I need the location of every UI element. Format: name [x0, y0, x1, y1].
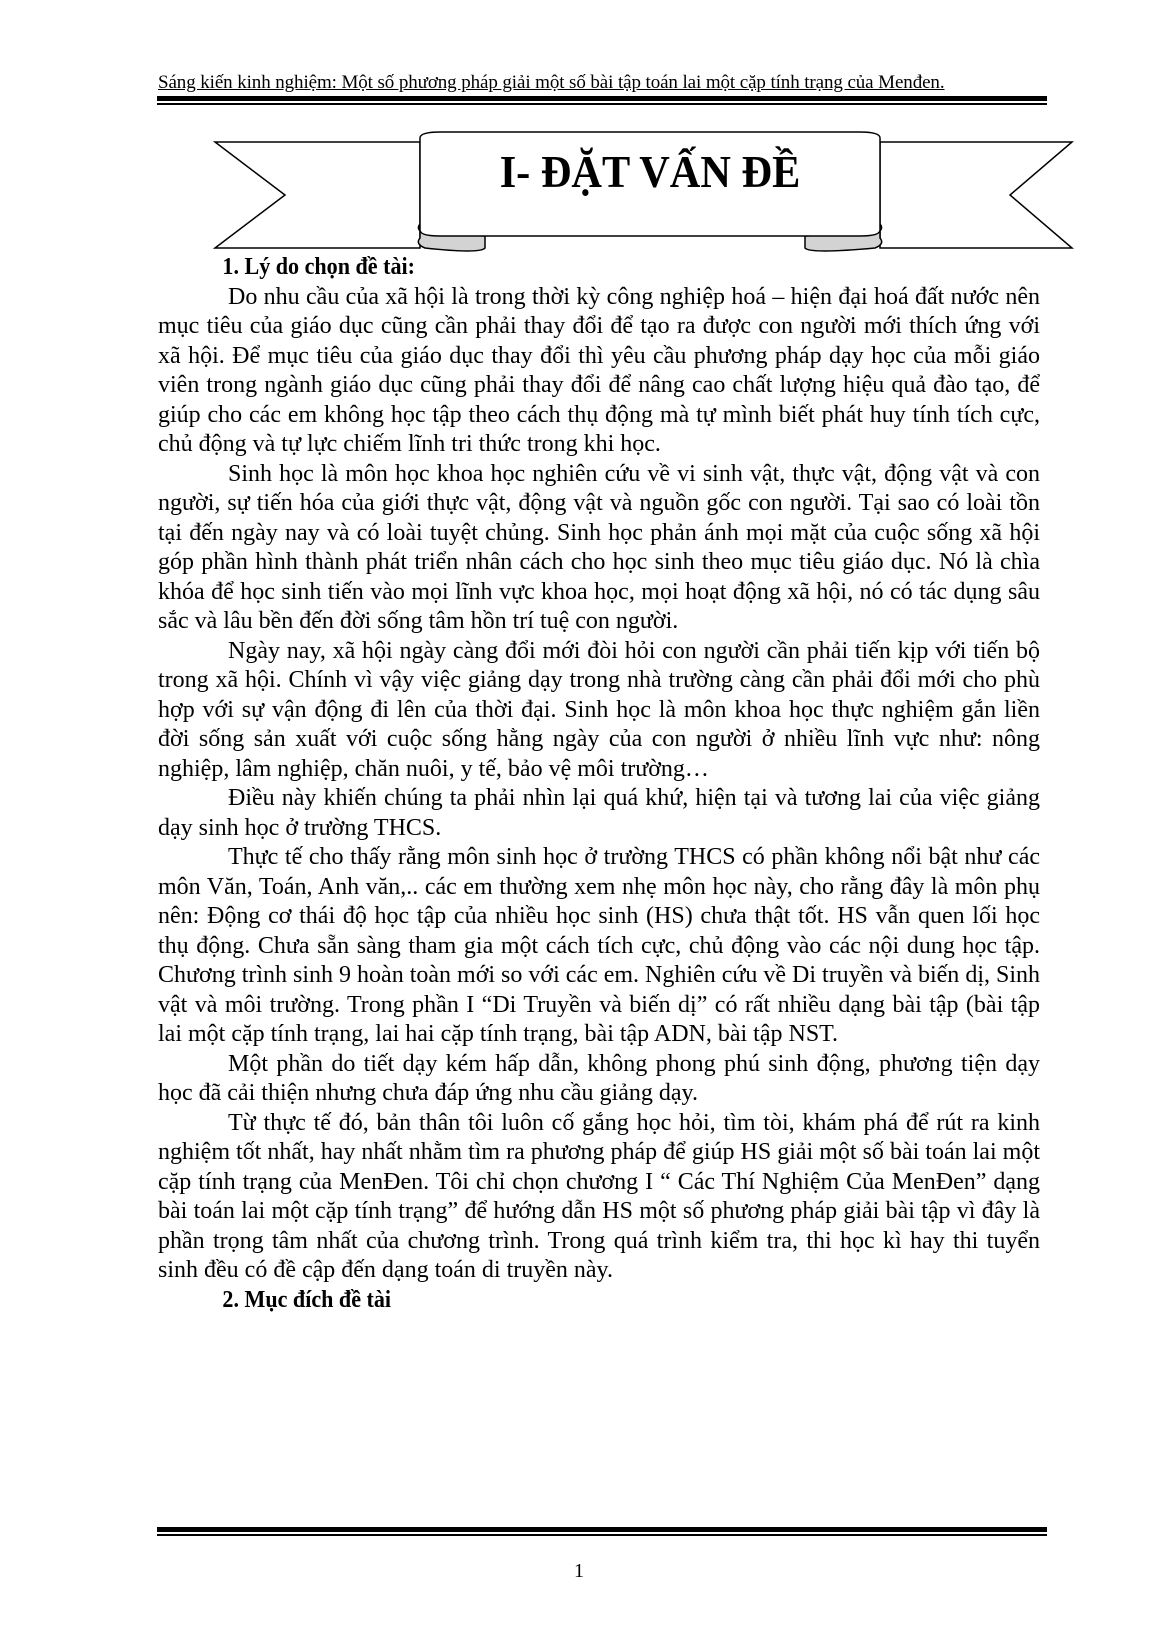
paragraph: Một phần do tiết dạy kém hấp dẫn, không phong phú sinh động, phương tiện dạy học đã cải thiện nhưng chưa đáp ứng nhu cầu giảng dạy. — [158, 1050, 1040, 1106]
paragraph: Sinh học là môn học khoa học nghiên cứu về vi sinh vật, thực vật, động vật và con người, sự tiến hóa của giới thực vật, động vật và nguồn gốc con người. Tại sao có loài tồn tại đến ngày nay và có loài tuyệt chủng. Sinh học phản ánh mọi mặt của cuộc sống xã hội góp phần hình thành phát triển nhân cách cho học sinh theo mục tiêu giáo dục. Nó là chìa khóa để học sinh tiến vào mọi lĩnh vực khoa học, mọi hoạt động xã hội, nó có tác dụng sâu sắc và lâu bền đến đời sống tâm hồn trí tuệ con người. — [158, 460, 1040, 634]
ribbon-right-tail — [880, 142, 1072, 248]
header-rule-thin — [157, 103, 1047, 105]
paragraph: Từ thực tế đó, bản thân tôi luôn cố gắng học hỏi, tìm tòi, khám phá để rút ra kinh nghiệm tốt nhất, hay nhất nhằm tìm ra phương pháp để giúp HS giải một số bài toán lai một cặp tính trạng của MenĐen. Tôi chỉ chọn chương I “ Các Thí Nghiệm Của MenĐen” dạng bài toán lai một cặp tính trạng” để hướng dẫn HS một số phương pháp giải bài tập vì đây là phần trọng tâm nhất của chương trình. Trong quá trình kiểm tra, thi học kì hay thi tuyển sinh đều có đề cập đến dạng toán di truyền này. — [158, 1109, 1040, 1283]
ribbon-left-tail — [215, 142, 420, 248]
section-1 — [158, 253, 1040, 1286]
section-heading: 2. Mục đích đề tài — [222, 1286, 392, 1313]
paragraph: Điều này khiến chúng ta phải nhìn lại quá khứ, hiện tại và tương lai của việc giảng dạy sinh học ở trường THCS. — [158, 785, 1040, 841]
footer-rule-thin — [157, 1534, 1047, 1536]
header-rule-thick — [157, 96, 1047, 101]
section-title: I- ĐẶT VẤN ĐỀ — [499, 146, 801, 197]
paragraph: Thực tế cho thấy rằng môn sinh học ở trường THCS có phần không nổi bật như các môn Văn, Toán, Anh văn,.. các em thường xem nhẹ môn học này, cho rằng đây là môn phụ nên: Động cơ thái độ học tập của nhiều học sinh (HS) chưa thật tốt. HS vẫn quen lối học thụ động. Chưa sẵn sàng tham gia một cách tích cực, chủ động vào các nội dung học tập. Chương trình sinh 9 hoàn toàn mới so với các em. Nghiên cứu về Di truyền và biến dị, Sinh vật và môi trường. Trong phần I “Di Truyền và biến dị” có rất nhiều dạng bài tập (bài tập lai một cặp tính trạng, lai hai cặp tính trạng, bài tập ADN, bài tập NST. — [158, 844, 1040, 1047]
section-banner — [210, 130, 1080, 260]
section-heading: 1. Lý do chọn đề tài: — [222, 254, 416, 280]
paragraph: Do nhu cầu của xã hội là trong thời kỳ công nghiệp hoá – hiện đại hoá đất nước nên mục tiêu của giáo dục cũng cần phải thay đổi để tạo ra được con người mới thích ứng với xã hội. Để mục tiêu của giáo dục thay đổi thì yêu cầu phương pháp dạy học của mỗi giáo viên trong ngành giáo dục cũng phải thay đổi để nâng cao chất lượng hiệu quả đào tạo, để giúp cho các em không học tập theo cách thụ động mà tự mình biết phát huy tính tích cực, chủ động và tự lực chiếm lĩnh tri thức trong khi học. — [158, 283, 1040, 457]
page-number: 1 — [574, 1560, 584, 1582]
document-body — [158, 253, 1040, 1315]
footer-rule-thick — [157, 1527, 1047, 1532]
running-header-title: Sáng kiến kinh nghiệm: Một số phương pháp giải một số bài tập toán lai một cặp tính trạng của Menđen. — [158, 72, 945, 93]
paragraph: Ngày nay, xã hội ngày càng đổi mới đòi hỏi con người cần phải tiến kịp với tiến bộ trong xã hội. Chính vì vậy việc giảng dạy trong nhà trường càng cần phải đổi mới cho phù hợp với sự vận động đi lên của thời đại. Sinh học là môn khoa học thực nghiệm gắn liền đời sống sản xuất với cuộc sống hằng ngày của con người ở nhiều lĩnh vực như: nông nghiệp, lâm nghiệp, chăn nuôi, y tế, bảo vệ môi trường… — [158, 637, 1040, 782]
section-2 — [158, 1286, 1040, 1316]
